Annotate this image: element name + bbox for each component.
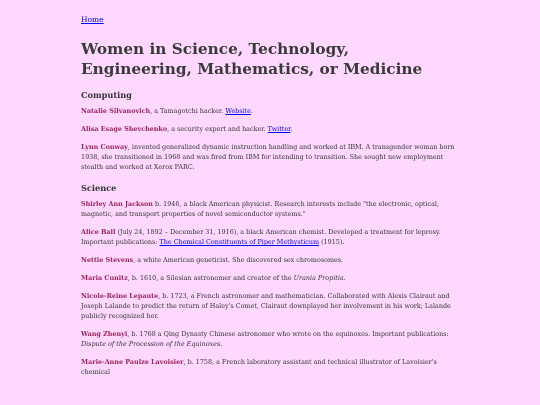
entry-nicole-reine-lepaute [81,291,459,321]
work-title: Urania Propitia [293,274,344,282]
entry-tail: . [250,107,253,115]
entry-description: , a security expert and hacker. [167,125,268,133]
entry-description: , b. 1758, a French laboratory assistant and technical illustrator of Lavoisier's chemical [81,358,437,376]
publication-link[interactable]: The Chemical Constituents of Piper Methysticum [159,238,320,246]
entry-name: Nicole-Reine Lepaute [81,292,159,300]
entry-name: Lynn Conway [81,143,128,151]
entry-wang-zhenyi [81,329,459,349]
entry-natalie-silvanovich [81,106,459,116]
entry-tail: (1915). [319,238,345,246]
entry-shirley-ann-jackson [81,199,459,219]
entry-name: Nettie Stevens [81,256,134,264]
entry-name: Natalie Silvanovich [81,107,151,115]
work-title: Dispute of the Procession of the Equinoxes [81,340,221,348]
entry-name: Alisa Esage Shevchenko [81,125,168,133]
entry-marie-anne-paulze-lavoisier [81,357,459,377]
section-heading-science: Science [81,183,117,193]
twitter-link[interactable]: Twitter [267,125,291,133]
entry-alisa-esage-shevchenko [81,124,459,134]
entry-description: b. 1946, a black American physicist. Research interests include "the electronic, optical, magnetic, and transport properties of novel semiconductor systems." [81,200,439,218]
website-link[interactable]: Website [225,107,251,115]
entry-description: (July 24, 1892 – December 31, 1916), a black American chemist. Developed a treatment for leprosy. Important publications: [81,228,441,246]
entry-description: , a Tamagotchi hacker. [150,107,226,115]
entry-name: Maria Cunitz [81,274,128,282]
entry-tail: . [290,125,293,133]
entry-name: Wang Zhenyi [81,330,128,338]
entry-name: Marie-Anne Paulze Lavoisier [81,358,184,366]
entry-description: , b. 1610, a Silesian astronomer and creator of the [127,274,294,282]
entry-tail: . [343,274,346,282]
section-heading-computing: Computing [81,90,132,100]
page-title: Women in Science, Technology, Engineering, Mathematics, or Medicine [81,40,423,78]
entry-lynn-conway [81,142,459,172]
entry-description: , b. 1723, a French astronomer and mathematician. Collaborated with Alexis Clairaut and Joseph Lalande to predict the return of Haley's Comet, Clairaut downplayed her involvement in his work; Lalande publicly recognized her. [81,292,451,320]
entry-description: , b. 1768 a Qing Dynasty Chinese astronomer who wrote on the equinoxes. Important publications: [127,330,449,338]
entry-tail: . [220,340,223,348]
entry-alice-ball [81,227,459,247]
entry-name: Alice Ball [81,228,116,236]
entry-description: , a white American geneticist. She discovered sex chromosomes. [133,256,344,264]
home-link[interactable]: Home [81,15,104,24]
page-content [81,14,459,385]
entry-description: , invented generalized dynamic instruction handling and worked at IBM. A transgender woman born 1938, she transitioned in 1968 and was fired from IBM for intending to transition. She sought new employment stealth and worked at Xerox PARC. [81,143,455,171]
entry-nettie-stevens [81,255,459,265]
entry-maria-cunitz [81,273,459,283]
entry-name: Shirley Ann Jackson [81,200,153,208]
